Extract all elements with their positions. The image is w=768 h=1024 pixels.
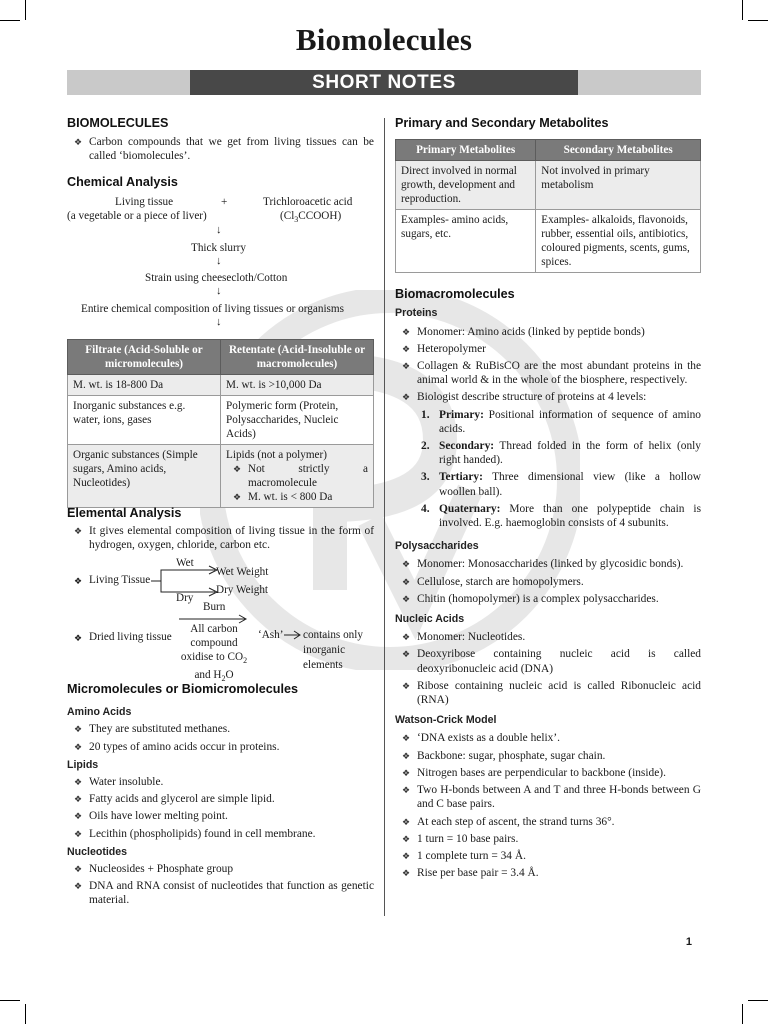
diamond-bullet-icon: ❖ — [74, 724, 83, 735]
list-item: ❖ Heteropolymer — [402, 342, 486, 355]
flow-label: Entire chemical composition of living tissues or organisms — [81, 303, 344, 315]
down-arrow-icon: ↓ — [216, 255, 222, 267]
down-arrow-icon: ↓ — [216, 285, 222, 297]
list-item: ❖ 20 types of amino acids occur in proteins. — [74, 740, 280, 753]
flow-label: ‘Ash’ — [258, 629, 284, 641]
list-item: 2. Secondary: Thread folded in the form of helix (only right handed). — [421, 440, 701, 467]
down-arrow-icon: ↓ — [216, 224, 222, 236]
table-cell: Inorganic substances e.g. water, ions, gases — [68, 396, 221, 445]
diamond-bullet-icon: ❖ — [402, 785, 411, 796]
list-item: ❖ Not strictly a macromolecule — [233, 463, 368, 489]
formula-label: $(Cl_3CCOOH)$ — [280, 210, 342, 225]
crop-mark — [742, 0, 743, 20]
table-header: Retentate (Acid-Insoluble or macromolecules) — [221, 340, 374, 375]
table-row — [68, 375, 374, 396]
table-cell: Lipids (not a polymer) ❖ Not strictly a macromolecule ❖ M. wt. is < 800 Da — [221, 445, 374, 508]
subsection-heading: Nucleic Acids — [395, 613, 465, 626]
section-heading: Micromolecules or Biomicromolecules — [67, 682, 298, 696]
subsection-heading: Proteins — [395, 307, 438, 320]
diamond-bullet-icon: ❖ — [74, 777, 83, 788]
table-cell: Examples- alkaloids, flavonoids, rubber, essential oils, antibiotics, coloured pigments, scents, gums, spices. — [536, 210, 701, 273]
subsection-heading: Lipids — [67, 758, 99, 771]
table-row — [68, 445, 374, 508]
oxidise-label: All carbon compound oxidise to $CO_2$ and $H_2O$ — [180, 623, 248, 684]
diamond-bullet-icon: ❖ — [74, 864, 83, 875]
bullet-list — [226, 462, 368, 504]
filtrate-retentate-table — [67, 339, 374, 508]
crop-mark — [0, 20, 20, 21]
diamond-bullet-icon: ❖ — [402, 868, 411, 879]
flow-label: Thick slurry — [191, 242, 246, 254]
table-cell: Examples- amino acids, sugars, etc. — [396, 210, 536, 273]
list-item: ❖ Ribose containing nucleic acid is called Ribonucleic acid (RNA) — [402, 679, 701, 707]
table-cell: Polymeric form (Protein, Polysaccharides, Nucleic Acids) — [221, 396, 374, 445]
diamond-bullet-icon: ❖ — [74, 828, 83, 839]
diamond-bullet-icon: ❖ — [402, 833, 411, 844]
list-item: ❖ At each step of ascent, the strand turns 36°. — [402, 815, 615, 828]
flow-label: contains only inorganic elements — [303, 629, 363, 671]
list-item: ❖ Water insoluble. — [74, 776, 164, 789]
crop-mark — [748, 20, 768, 21]
metabolites-table — [395, 139, 701, 273]
diamond-bullet-icon: ❖ — [74, 881, 83, 892]
diamond-bullet-icon: ❖ — [402, 576, 411, 587]
flow-label: Trichloroacetic acid — [263, 196, 353, 208]
list-item: ❖ Two H-bonds between A and T and three H-bonds between G and C base pairs. — [402, 784, 701, 811]
list-item: ❖ Oils have lower melting point. — [74, 810, 228, 823]
list-item: ❖ They are substituted methanes. — [74, 723, 231, 736]
diamond-bullet-icon: ❖ — [402, 343, 411, 354]
list-item: ❖ Rise per base pair = 3.4 Å. — [402, 867, 539, 880]
diamond-bullet-icon: ❖ — [402, 680, 411, 691]
diamond-bullet-icon: ❖ — [74, 576, 83, 586]
branch-arrows-icon — [151, 564, 221, 598]
short-notes-banner — [67, 70, 701, 95]
diamond-bullet-icon: ❖ — [402, 733, 411, 744]
table-row — [396, 210, 701, 273]
list-item: ❖ Cellulose, starch are homopolymers. — [402, 575, 584, 588]
subsection-heading: Amino Acids — [67, 706, 132, 719]
subsection-heading: Nucleotides — [67, 845, 128, 858]
section-heading: BIOMOLECULES — [67, 116, 169, 130]
list-item: ❖ Biologist describe structure of proteins at 4 levels: — [402, 391, 647, 404]
flow-label: Dried living tissue — [89, 631, 172, 643]
list-item: 3. Tertiary: Three dimensional view (like a hollow woollen ball). — [421, 471, 701, 498]
diamond-bullet-icon: ❖ — [402, 632, 411, 643]
elemental-analysis — [67, 506, 374, 684]
diamond-bullet-icon: ❖ — [74, 526, 83, 537]
diamond-bullet-icon: ❖ — [74, 811, 83, 822]
bullet-list — [395, 325, 701, 405]
diamond-bullet-icon: ❖ — [402, 767, 411, 778]
table-cell: M. wt. is 18-800 Da — [68, 375, 221, 396]
list-item: ❖ Monomer: Monosaccharides (linked by glycosidic bonds). — [402, 558, 684, 571]
diamond-bullet-icon: ❖ — [233, 464, 242, 474]
page-title: Biomolecules — [295, 22, 473, 57]
flow-label: Dry Weight — [216, 584, 269, 596]
list-item: ❖ Nitrogen bases are perpendicular to backbone (inside). — [402, 766, 666, 779]
flow-label: Dry — [176, 592, 194, 604]
list-item: ❖ Monomer: Amino acids (linked by peptide bonds) — [402, 325, 645, 338]
flow-label: Strain using cheesecloth/Cotton — [145, 272, 288, 284]
bullet-list — [395, 557, 701, 606]
list-item: ❖ Fatty acids and glycerol are simple lipid. — [74, 793, 275, 806]
bullet-list — [67, 524, 374, 552]
table-row — [68, 396, 374, 445]
table-header: Primary Metabolites — [396, 140, 536, 161]
list-item: ❖ M. wt. is < 800 Da — [233, 491, 333, 503]
bullet-list — [67, 722, 374, 753]
column-divider — [384, 118, 385, 916]
table-cell: Organic substances (Simple sugars, Amino acids, Nucleotides) — [68, 445, 221, 508]
bullet-list — [67, 862, 374, 908]
diamond-bullet-icon: ❖ — [74, 794, 83, 805]
diamond-bullet-icon: ❖ — [402, 326, 411, 337]
crop-mark — [25, 0, 26, 20]
table-header: Secondary Metabolites — [536, 140, 701, 161]
crop-mark — [748, 1000, 768, 1001]
diamond-bullet-icon: ❖ — [74, 633, 83, 643]
list-item: ❖ Monomer: Nucleotides. — [402, 631, 526, 644]
plus-sign: + — [221, 196, 228, 208]
flow-label: Burn — [203, 601, 226, 613]
list-item: ❖ Chitin (homopolymer) is a complex polysaccharides. — [402, 592, 659, 605]
subsection-heading: Watson-Crick Model — [395, 714, 497, 727]
list-item: ❖ Deoxyribose containing nucleic acid is called deoxyribonucleic acid (DNA) — [402, 648, 701, 675]
crop-mark — [0, 1000, 20, 1001]
micromolecules-section — [67, 682, 374, 911]
list-item: ❖ Collagen & RuBisCO are the most abundant proteins in the animal world & in the whole of the biosphere, respectively. — [402, 360, 701, 387]
chemical-analysis — [67, 175, 374, 335]
diamond-bullet-icon: ❖ — [402, 593, 411, 604]
diamond-bullet-icon: ❖ — [402, 750, 411, 761]
bullet-list — [395, 731, 701, 880]
list-item: ❖ Backbone: sugar, phosphate, sugar chain. — [402, 749, 606, 762]
section-heading: Biomacromolecules — [395, 287, 515, 302]
list-item: ❖ Nucleosides + Phosphate group — [74, 863, 234, 876]
list-item: ❖ It gives elemental composition of living tissue in the form of hydrogen, oxygen, chloride, carbon etc. — [74, 525, 374, 552]
crop-mark — [742, 1004, 743, 1024]
table-cell: M. wt. is >10,000 Da — [221, 375, 374, 396]
list-item: ❖ Lecithin (phospholipids) found in cell membrane. — [74, 827, 316, 840]
subsection-heading: Polysaccharides — [395, 540, 479, 553]
diamond-bullet-icon: ❖ — [233, 492, 242, 502]
diamond-bullet-icon: ❖ — [402, 649, 411, 660]
left-column — [67, 116, 374, 167]
list-item: ❖ 1 turn = 10 base pairs. — [402, 832, 519, 845]
flow-label: Living tissue — [115, 196, 174, 208]
list-item: ❖ DNA and RNA consist of nucleotides that function as genetic material. — [74, 880, 374, 907]
diamond-bullet-icon: ❖ — [74, 137, 83, 148]
crop-mark — [25, 1004, 26, 1024]
table-row — [396, 161, 701, 210]
flow-label: Wet — [176, 557, 194, 569]
table-cell: Direct involved in normal growth, development and reproduction. — [396, 161, 536, 210]
right-arrow-icon — [284, 630, 302, 640]
down-arrow-icon: ↓ — [216, 316, 222, 328]
diamond-bullet-icon: ❖ — [402, 850, 411, 861]
diamond-bullet-icon: ❖ — [402, 559, 411, 570]
bullet-list — [67, 135, 374, 163]
bullet-list — [67, 775, 374, 841]
list-item: 1. Primary: Positional information of sequence of amino acids. — [421, 408, 701, 435]
flow-label: Wet Weight — [216, 566, 269, 578]
page-number: 1 — [685, 936, 692, 948]
diamond-bullet-icon: ❖ — [402, 392, 411, 403]
bullet-list — [395, 630, 701, 707]
flow-label: (a vegetable or a piece of liver) — [67, 210, 207, 222]
diamond-bullet-icon: ❖ — [402, 361, 411, 372]
section-heading: Chemical Analysis — [67, 175, 178, 189]
diamond-bullet-icon: ❖ — [74, 741, 83, 752]
section-heading: Elemental Analysis — [67, 506, 182, 520]
list-item: 4. Quaternary: More than one polypeptide chain is involved. E.g. haemoglobin consists of 4 subunits. — [421, 502, 701, 530]
table-header: Filtrate (Acid-Soluble or micromolecules) — [68, 340, 221, 375]
diamond-bullet-icon: ❖ — [402, 816, 411, 827]
table-cell: Not involved in primary metabolism — [536, 161, 701, 210]
list-item: ❖ Carbon compounds that we get from living tissues can be called ‘biomolecules’. — [74, 136, 374, 163]
flow-label: Living Tissue — [89, 574, 151, 586]
banner-label: SHORT NOTES — [190, 70, 578, 95]
right-column — [395, 116, 701, 883]
protein-levels-list — [395, 408, 701, 531]
list-item: ❖ ‘DNA exists as a double helix’. — [402, 732, 560, 745]
list-item: ❖ 1 complete turn = 34 Å. — [402, 849, 526, 862]
section-heading: Primary and Secondary Metabolites — [395, 116, 609, 130]
